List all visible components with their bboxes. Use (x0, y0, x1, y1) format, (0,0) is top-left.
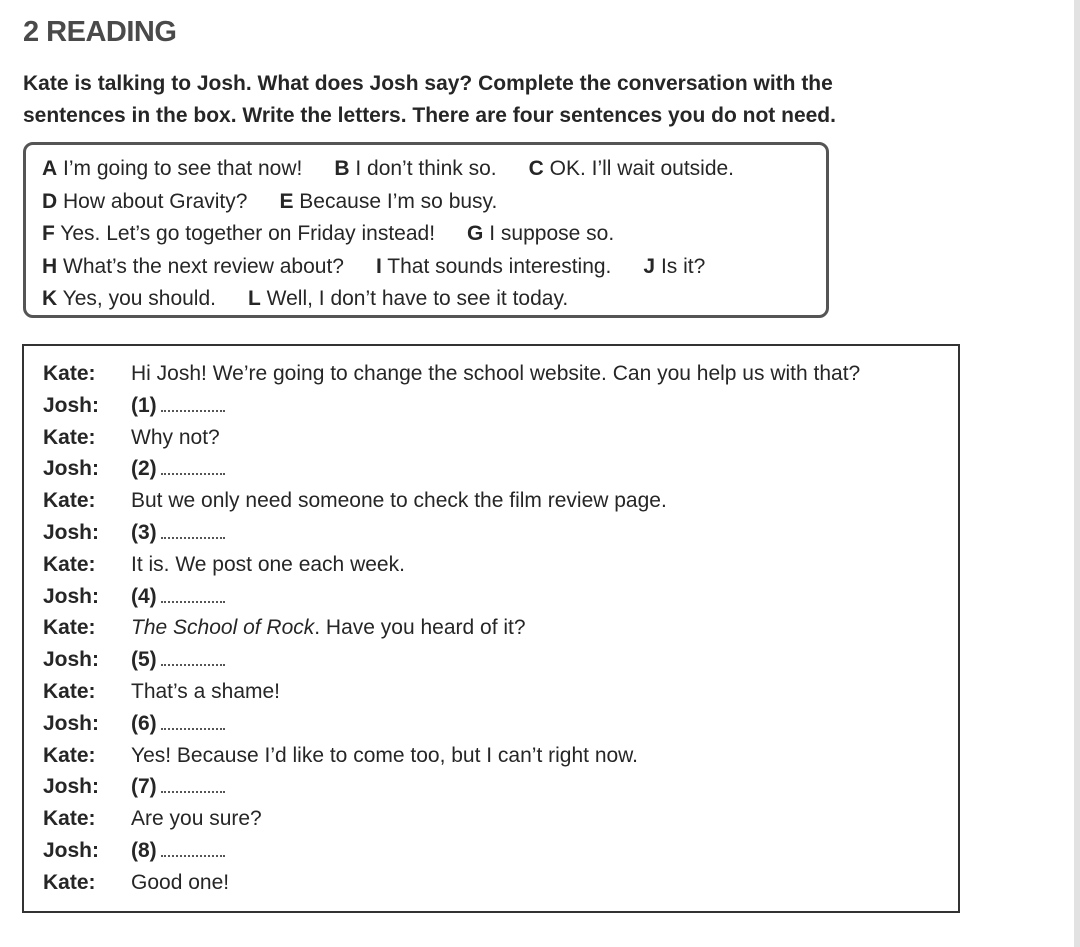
speaker-kate: Kate: (43, 743, 96, 767)
gap-number: (6) (131, 711, 157, 735)
conversation-line-kate (43, 612, 958, 644)
option-l: L Well, I don’t have to see it today. (247, 287, 569, 310)
sentence-row (42, 251, 826, 284)
answer-gap-8[interactable] (161, 841, 225, 857)
speaker-kate: Kate: (43, 616, 96, 640)
speaker-kate: Kate: (43, 679, 96, 703)
option-h: H What’s the next review about? (42, 254, 344, 278)
conversation-line-kate (43, 485, 958, 517)
conversation-line-josh (43, 771, 958, 803)
speaker-josh: Josh: (43, 648, 100, 672)
conversation-line-kate (43, 358, 958, 390)
option-k: K Yes, you should. (42, 287, 216, 310)
answer-gap-2[interactable] (161, 459, 225, 475)
answer-gap-4[interactable] (161, 587, 225, 603)
answer-gap-7[interactable] (161, 777, 225, 793)
speaker-kate: Kate: (43, 552, 96, 576)
answer-gap-6[interactable] (161, 714, 225, 730)
sentence-row (42, 153, 826, 186)
instructions (23, 68, 1023, 132)
conversation-line-kate (43, 803, 958, 835)
option-f: F Yes. Let’s go together on Friday instead! (42, 222, 436, 245)
option-g: G I suppose so. (467, 222, 615, 245)
conversation-line-josh (43, 581, 958, 613)
answer-gap-3[interactable] (161, 523, 225, 539)
sentence-row (42, 283, 826, 316)
conversation-box (22, 344, 960, 913)
kate-text: But we only need someone to check the film review page. (131, 489, 667, 513)
film-title: The School of Rock (131, 616, 315, 640)
kate-text: Hi Josh! We’re going to change the school website. Can you help us with that? (131, 362, 861, 385)
speaker-josh: Josh: (43, 457, 100, 481)
speaker-josh: Josh: (43, 520, 100, 544)
conversation-line-josh (43, 644, 958, 676)
conversation-line-josh (43, 708, 958, 740)
conversation-line-kate (43, 867, 958, 899)
sentence-box (23, 142, 829, 318)
speaker-kate: Kate: (43, 489, 96, 513)
gap-number: (3) (131, 520, 157, 544)
answer-gap-1[interactable] (161, 396, 225, 412)
speaker-kate: Kate: (43, 362, 96, 385)
conversation-line-kate (43, 549, 958, 581)
speaker-josh: Josh: (43, 775, 100, 799)
option-c: C OK. I’ll wait outside. (528, 157, 735, 180)
conversation-line-kate (43, 676, 958, 708)
kate-text: That’s a shame! (131, 679, 281, 703)
option-d: D How about Gravity? (42, 189, 248, 213)
sentence-row (42, 218, 826, 251)
gap-number: (1) (131, 393, 157, 417)
speaker-josh: Josh: (43, 584, 100, 608)
option-j: J Is it? (643, 254, 706, 278)
option-e: E Because I’m so busy. (279, 189, 498, 213)
gap-number: (2) (131, 457, 157, 481)
option-b: B I don’t think so. (334, 157, 497, 180)
kate-text: Are you sure? (131, 807, 262, 831)
kate-text: . Have you heard of it? (314, 616, 526, 640)
conversation-line-kate (43, 422, 958, 454)
kate-text: It is. We post one each week. (131, 552, 405, 576)
conversation-line-josh (43, 390, 958, 422)
kate-text: Yes! Because I’d like to come too, but I can’t right now. (131, 743, 639, 767)
option-i: I That sounds interesting. (375, 254, 612, 278)
kate-text: Why not? (131, 425, 220, 449)
section-title: 2 READING (23, 16, 177, 48)
speaker-josh: Josh: (43, 393, 100, 417)
conversation-line-kate (43, 740, 958, 772)
speaker-kate: Kate: (43, 870, 96, 894)
gap-number: (4) (131, 584, 157, 608)
conversation-line-josh (43, 517, 958, 549)
speaker-kate: Kate: (43, 425, 96, 449)
answer-gap-5[interactable] (161, 650, 225, 666)
kate-text: Good one! (131, 870, 230, 894)
conversation-line-josh (43, 835, 958, 867)
speaker-josh: Josh: (43, 711, 100, 735)
option-a: A I’m going to see that now! (42, 157, 303, 180)
conversation-line-josh (43, 453, 958, 485)
speaker-kate: Kate: (43, 807, 96, 831)
gap-number: (7) (131, 775, 157, 799)
gap-number: (5) (131, 648, 157, 672)
instructions-line-1: Kate is talking to Josh. What does Josh say? Complete the conversation with the (23, 72, 833, 95)
page-edge (1074, 0, 1080, 947)
speaker-josh: Josh: (43, 838, 100, 862)
instructions-line-2: sentences in the box. Write the letters. There are four sentences you do not need. (23, 104, 836, 127)
gap-number: (8) (131, 838, 157, 862)
sentence-row (42, 186, 826, 219)
